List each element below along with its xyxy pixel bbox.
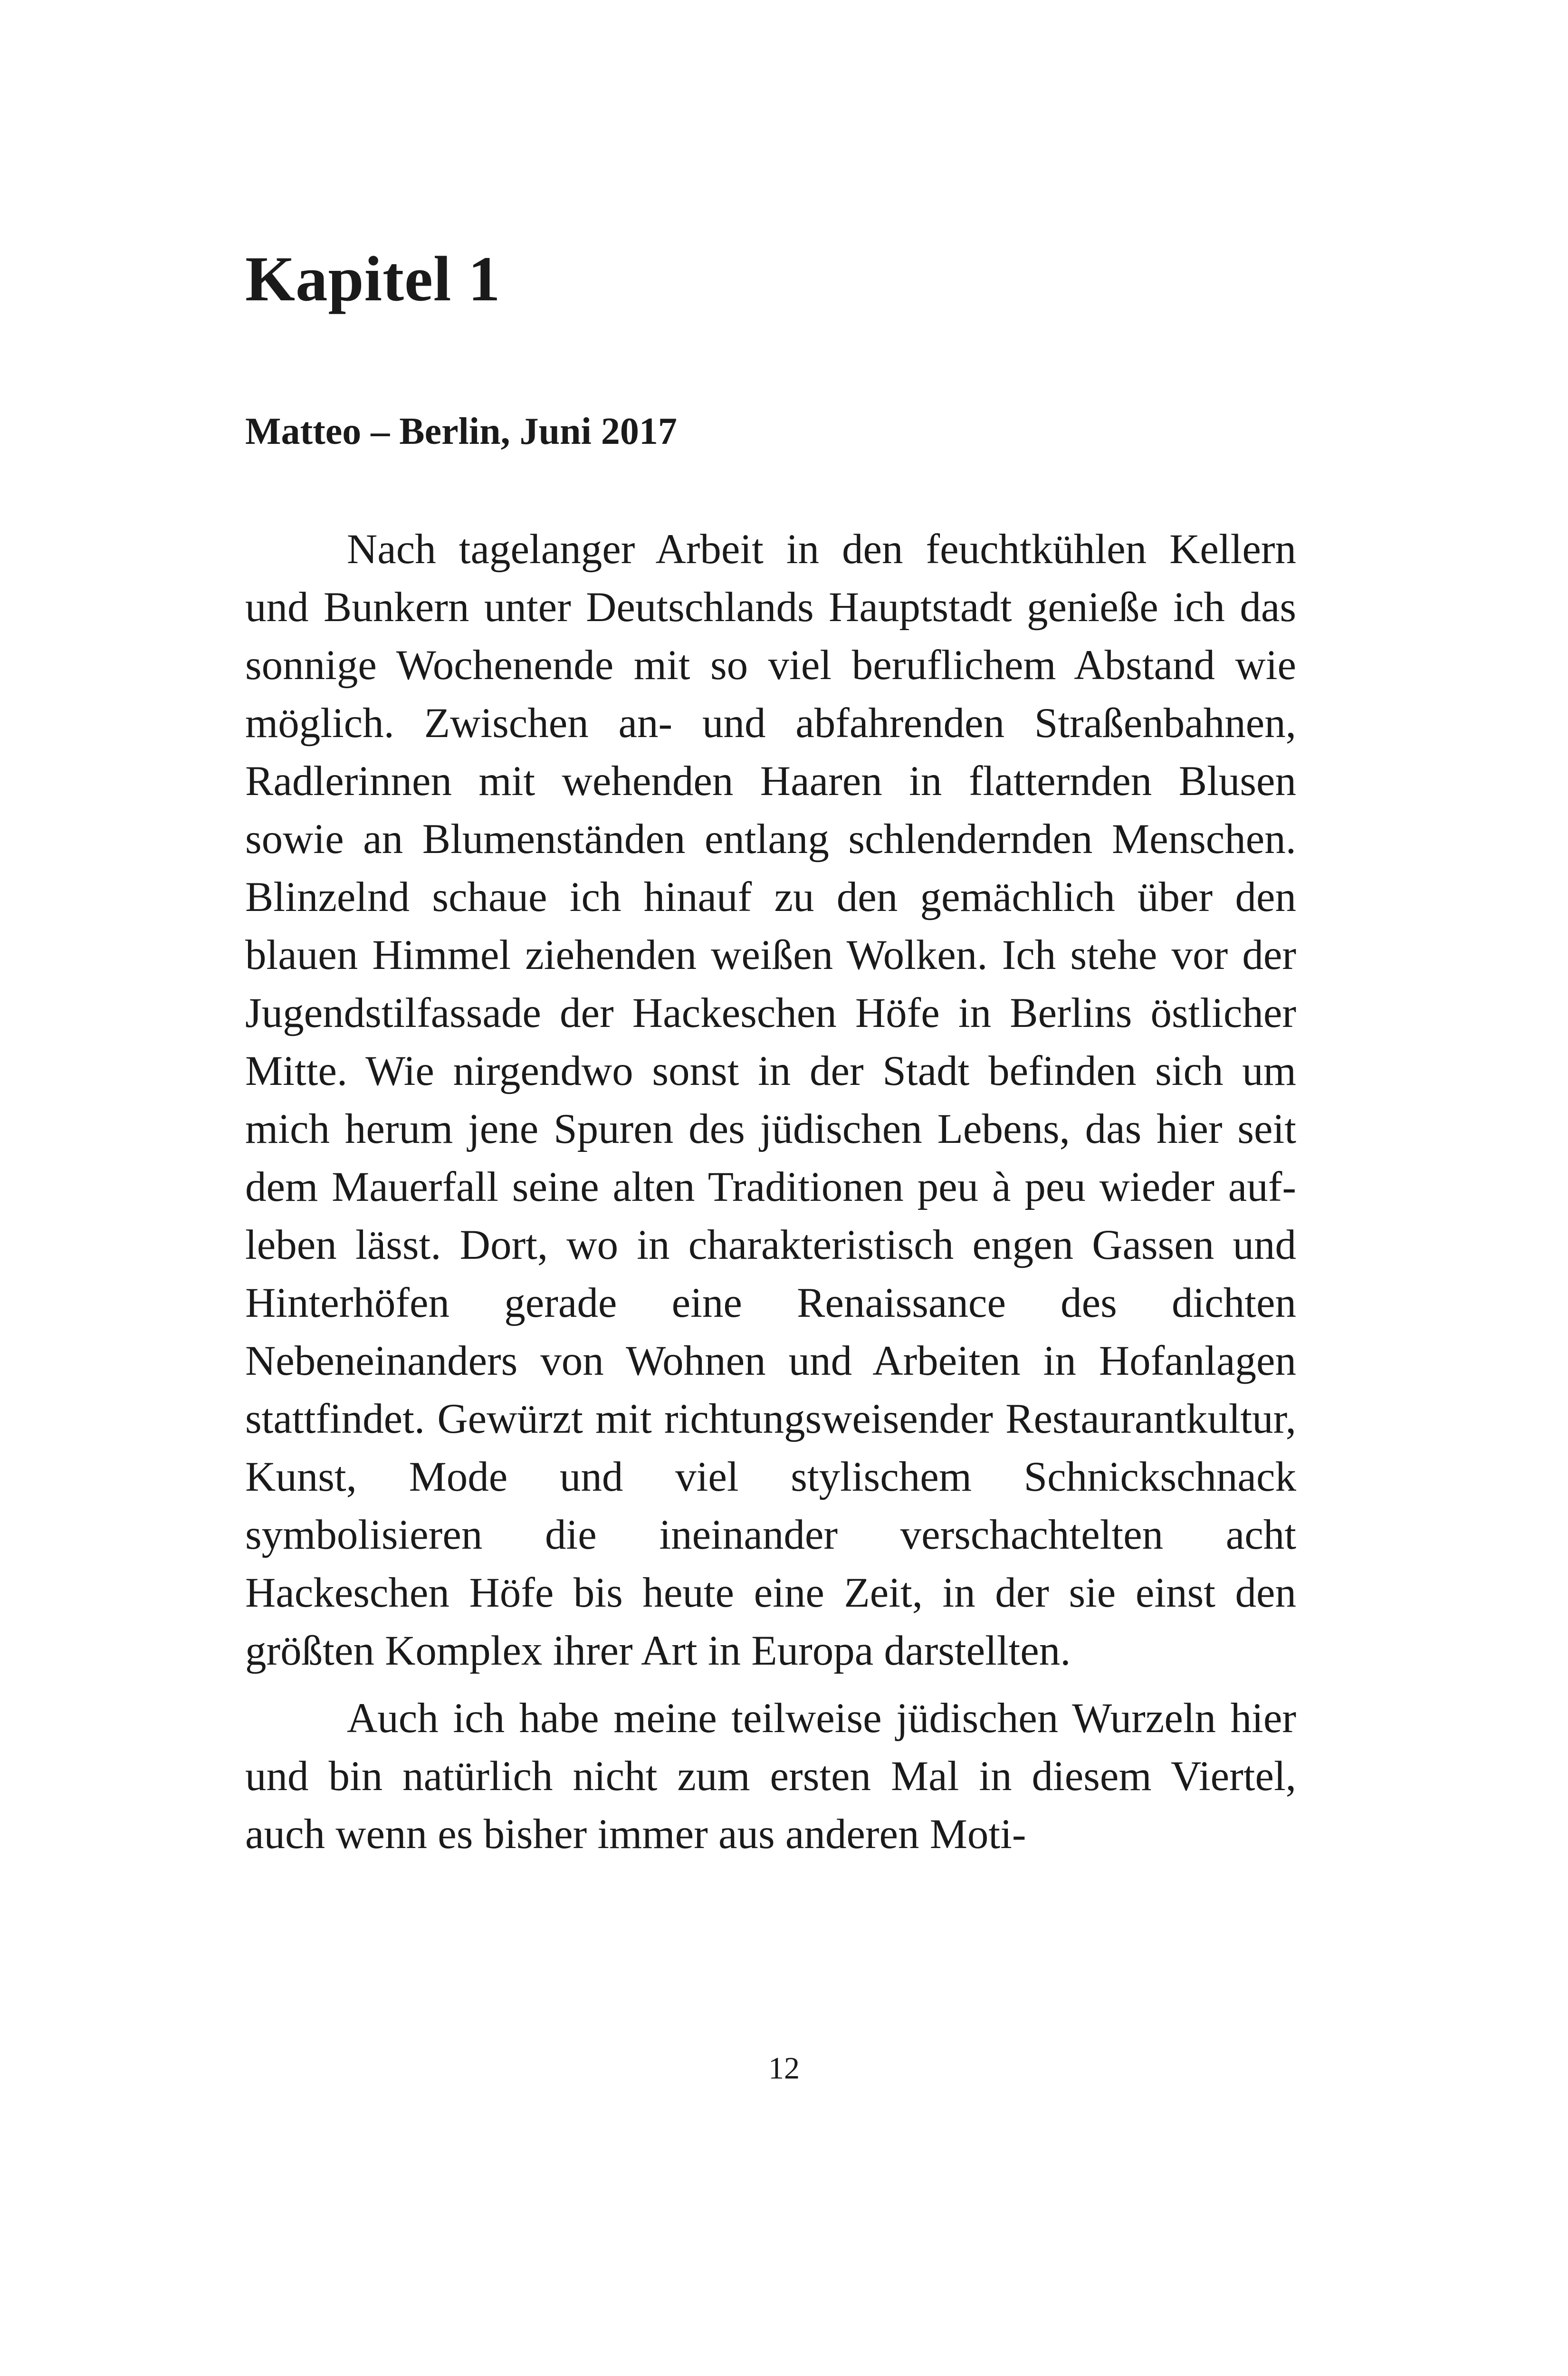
chapter-title: Kapitel 1 — [245, 244, 501, 315]
chapter-subheading: Matteo – Berlin, Juni 2017 — [245, 411, 677, 452]
paragraph: Auch ich habe meine teilweise jüdischen Wurzeln hier und bin natürlich nicht zum ersten Mal in diesem Viertel, auch wenn es bisher immer aus anderen Moti- — [245, 1695, 1296, 1858]
paragraph: Nach tagelanger Arbeit in den feuchtkühlen Kellern und Bunkern unter Deutschlands Hauptstadt genieße ich das sonnige Wochenende mit so viel beruflichem Abstand wie möglich. Zwischen an- und abfahrenden Straßenbahnen, Radlerinnen mit wehenden Haaren in flatternden Blusen sowie an Blumenständen entlang schlendernden Menschen. Blinzelnd schaue ich hinauf zu den gemächlich über den blauen Himmel ziehenden weißen Wolken. Ich stehe vor der Jugendstilfassade der Hackeschen Höfe in Berlins östlicher Mitte. Wie nirgendwo sonst in der Stadt befinden sich um mich herum jene Spuren des jüdischen Lebens, das hier seit dem Mauerfall seine alten Traditionen peu à peu wieder aufleben lässt. Dort, wo in charakteristisch engen Gassen und Hinterhöfen gerade eine Renaissance des dichten Nebeneinanders von Wohnen und Arbeiten in Hofanlagen stattfindet. Gewürzt mit richtungsweisender Restaurantkultur, Kunst, Mode und viel stylischem Schnickschnack symbolisieren die ineinander verschachtelten acht Hackeschen Höfe bis heute eine Zeit, in der sie einst den größten Komplex ihrer Art in Europa darstellten. — [245, 526, 1296, 1674]
page-number: 12 — [768, 2051, 800, 2086]
body-text — [245, 520, 1296, 1863]
